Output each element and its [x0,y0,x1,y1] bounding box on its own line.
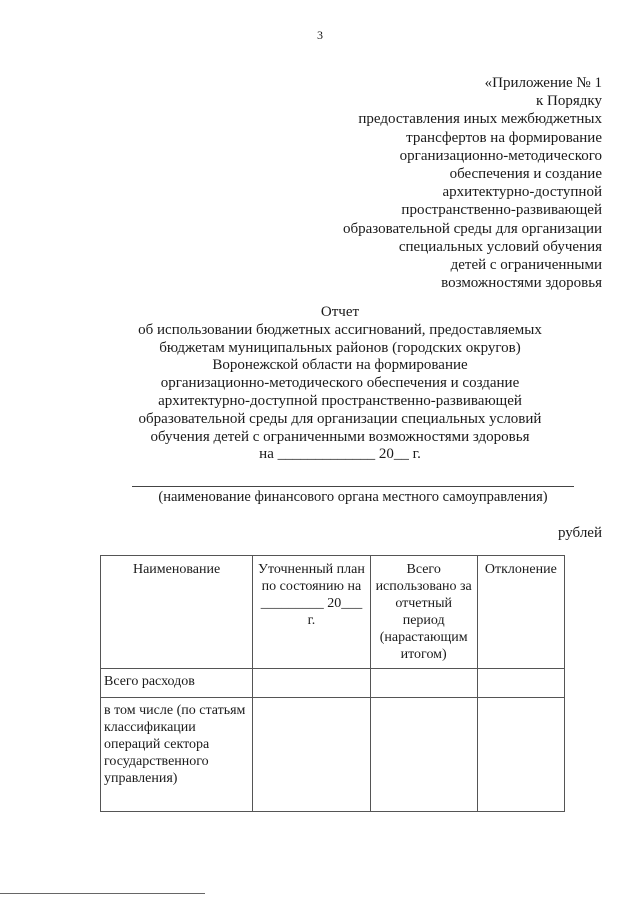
org-name-blank-line [132,486,574,487]
currency-unit: рублей [557,525,602,541]
table-row-breakdown [101,698,565,812]
table-row-total [101,669,565,698]
report-title-line: Отчет [320,304,360,320]
appendix-line: предоставления иных межбюджетных [358,111,602,128]
appendix-header [302,74,602,292]
table-cell [477,698,564,812]
row-label: в том числе (по статьям классификации операций сектора государственного управления) [101,698,253,812]
appendix-line: к Порядку [536,93,602,110]
footer-rule [0,893,205,894]
table-cell [253,669,370,698]
appendix-line: возможностями здоровья [441,275,602,292]
appendix-line: «Приложение № 1 [484,75,602,91]
report-title-line: архитектурно-доступной пространственно-развивающей [158,392,522,409]
appendix-line: детей с ограниченными [450,257,602,274]
report-title-line: бюджетам муниципальных районов (городских округов) [159,339,521,356]
table-cell [477,669,564,698]
report-title-line: Воронежской области на формирование [212,357,468,374]
column-header-deviation: Отклонение [477,556,564,669]
column-header-plan: Уточненный план по состоянию на _________ 20___ г. [253,556,370,669]
appendix-line: архитектурно-доступной [442,184,602,201]
appendix-line: пространственно-развивающей [401,202,602,219]
column-header-name: Наименование [101,556,253,669]
page-number: 3 [317,28,323,42]
table-cell [253,698,370,812]
report-title-line: организационно-методического обеспечения и создание [160,375,520,392]
column-header-used: Всего использовано за отчетный период (нарастающим итогом) [370,556,477,669]
appendix-line: обеспечения и создание [449,166,602,183]
report-title-line: обучения детей с ограниченными возможностями здоровья [150,428,530,445]
report-title-line: об использовании бюджетных ассигнований, предоставляемых [138,321,542,338]
org-name-caption: (наименование финансового органа местного самоуправления) [158,489,548,505]
appendix-line: образовательной среды для организации [343,220,602,237]
appendix-line: специальных условий обучения [398,238,602,255]
appendix-line: организационно-методического [399,147,602,164]
table-cell [370,669,477,698]
report-date-line: на _____________ 20__ г. [259,446,421,463]
row-label: Всего расходов [101,669,253,698]
report-title-line: образовательной среды для организации специальных условий [138,410,542,427]
report-title [0,304,640,464]
table-header-row [101,556,565,669]
appendix-line: трансфертов на формирование [406,129,602,146]
report-table [100,555,565,812]
table-cell [370,698,477,812]
